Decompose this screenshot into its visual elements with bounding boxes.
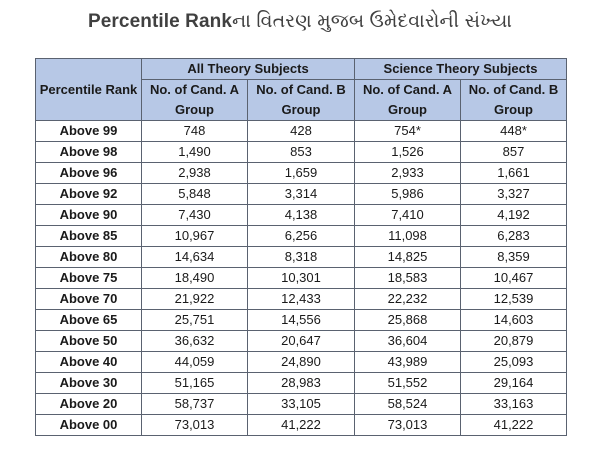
cell-science-b: 8,359	[461, 247, 567, 268]
cell-science-a: 1,526	[355, 142, 461, 163]
cell-science-a: 2,933	[355, 163, 461, 184]
table-row	[36, 352, 567, 373]
row-label: Above 92	[36, 184, 142, 205]
cell-all-b: 853	[248, 142, 355, 163]
row-label: Above 99	[36, 121, 142, 142]
cell-science-b: 14,603	[461, 310, 567, 331]
cell-science-b: 3,327	[461, 184, 567, 205]
table-row	[36, 205, 567, 226]
cell-all-a: 25,751	[142, 310, 248, 331]
cell-all-a: 73,013	[142, 415, 248, 436]
row-label: Above 20	[36, 394, 142, 415]
page-title	[0, 0, 600, 44]
row-label: Above 50	[36, 331, 142, 352]
cell-science-a: 5,986	[355, 184, 461, 205]
cell-all-b: 41,222	[248, 415, 355, 436]
cell-science-b: 448*	[461, 121, 567, 142]
cell-science-b: 41,222	[461, 415, 567, 436]
cell-all-a: 1,490	[142, 142, 248, 163]
subheader-line: No. of Cand. A	[149, 82, 240, 97]
cell-all-a: 5,848	[142, 184, 248, 205]
table-row	[36, 184, 567, 205]
row-label: Above 90	[36, 205, 142, 226]
cell-science-b: 857	[461, 142, 567, 163]
cell-science-b: 1,661	[461, 163, 567, 184]
cell-science-a: 58,524	[355, 394, 461, 415]
cell-all-b: 428	[248, 121, 355, 142]
subheader-line: Group	[494, 102, 533, 117]
cell-science-a: 7,410	[355, 205, 461, 226]
table-row	[36, 331, 567, 352]
row-label: Above 40	[36, 352, 142, 373]
subheader-science-b	[461, 80, 567, 121]
cell-science-b: 25,093	[461, 352, 567, 373]
subheader-all-a	[142, 80, 248, 121]
row-label: Above 00	[36, 415, 142, 436]
cell-science-a: 51,552	[355, 373, 461, 394]
row-label: Above 85	[36, 226, 142, 247]
cell-science-a: 36,604	[355, 331, 461, 352]
cell-science-a: 25,868	[355, 310, 461, 331]
subheader-line: No. of Cand. B	[256, 82, 346, 97]
table-row	[36, 289, 567, 310]
cell-all-a: 748	[142, 121, 248, 142]
cell-all-b: 24,890	[248, 352, 355, 373]
cell-all-b: 12,433	[248, 289, 355, 310]
group-header-science-theory: Science Theory Subjects	[355, 59, 567, 80]
cell-all-a: 21,922	[142, 289, 248, 310]
cell-all-a: 51,165	[142, 373, 248, 394]
cell-all-b: 1,659	[248, 163, 355, 184]
cell-science-a: 11,098	[355, 226, 461, 247]
row-label: Above 65	[36, 310, 142, 331]
cell-science-b: 20,879	[461, 331, 567, 352]
subheader-line: No. of Cand. B	[468, 82, 559, 97]
percentile-rank-header: Percentile Rank	[36, 59, 142, 121]
title-latin: Percentile Rank	[87, 11, 233, 32]
cell-all-b: 10,301	[248, 268, 355, 289]
cell-all-a: 7,430	[142, 205, 248, 226]
cell-all-b: 6,256	[248, 226, 355, 247]
row-label: Above 80	[36, 247, 142, 268]
cell-science-a: 43,989	[355, 352, 461, 373]
cell-science-b: 10,467	[461, 268, 567, 289]
cell-science-a: 22,232	[355, 289, 461, 310]
cell-science-b: 6,283	[461, 226, 567, 247]
table-row	[36, 310, 567, 331]
cell-all-b: 20,647	[248, 331, 355, 352]
row-label: Above 70	[36, 289, 142, 310]
cell-all-b: 4,138	[248, 205, 355, 226]
cell-all-a: 2,938	[142, 163, 248, 184]
row-label: Above 30	[36, 373, 142, 394]
cell-all-b: 14,556	[248, 310, 355, 331]
percentile-table	[35, 58, 567, 436]
subheader-line: Group	[281, 102, 321, 117]
table-row	[36, 268, 567, 289]
table-row	[36, 415, 567, 436]
cell-all-b: 3,314	[248, 184, 355, 205]
cell-all-b: 33,105	[248, 394, 355, 415]
table-body	[36, 121, 567, 436]
cell-all-a: 36,632	[142, 331, 248, 352]
row-label: Above 96	[36, 163, 142, 184]
cell-science-b: 29,164	[461, 373, 567, 394]
cell-science-b: 12,539	[461, 289, 567, 310]
subheader-all-b	[248, 80, 355, 121]
group-header-all-theory: All Theory Subjects	[142, 59, 355, 80]
subheader-line: No. of Cand. A	[362, 82, 453, 97]
row-label: Above 98	[36, 142, 142, 163]
cell-all-a: 58,737	[142, 394, 248, 415]
cell-science-a: 18,583	[355, 268, 461, 289]
cell-all-a: 10,967	[142, 226, 248, 247]
cell-science-a: 14,825	[355, 247, 461, 268]
table-row	[36, 247, 567, 268]
cell-science-a: 73,013	[355, 415, 461, 436]
subheader-line: Group	[175, 102, 214, 117]
subheader-science-a	[355, 80, 461, 121]
cell-all-a: 14,634	[142, 247, 248, 268]
table-row	[36, 226, 567, 247]
table-row	[36, 142, 567, 163]
cell-science-b: 4,192	[461, 205, 567, 226]
cell-all-b: 8,318	[248, 247, 355, 268]
row-label: Above 75	[36, 268, 142, 289]
title-gujarati: ના વિતરણ મુજબ ઉમેદવારોની સંખ્યા	[232, 11, 513, 32]
table-row	[36, 373, 567, 394]
cell-science-a: 754*	[355, 121, 461, 142]
subheader-line: Group	[388, 102, 427, 117]
table-row	[36, 394, 567, 415]
cell-science-b: 33,163	[461, 394, 567, 415]
table-row	[36, 163, 567, 184]
cell-all-b: 28,983	[248, 373, 355, 394]
cell-all-a: 44,059	[142, 352, 248, 373]
cell-all-a: 18,490	[142, 268, 248, 289]
table-row	[36, 121, 567, 142]
